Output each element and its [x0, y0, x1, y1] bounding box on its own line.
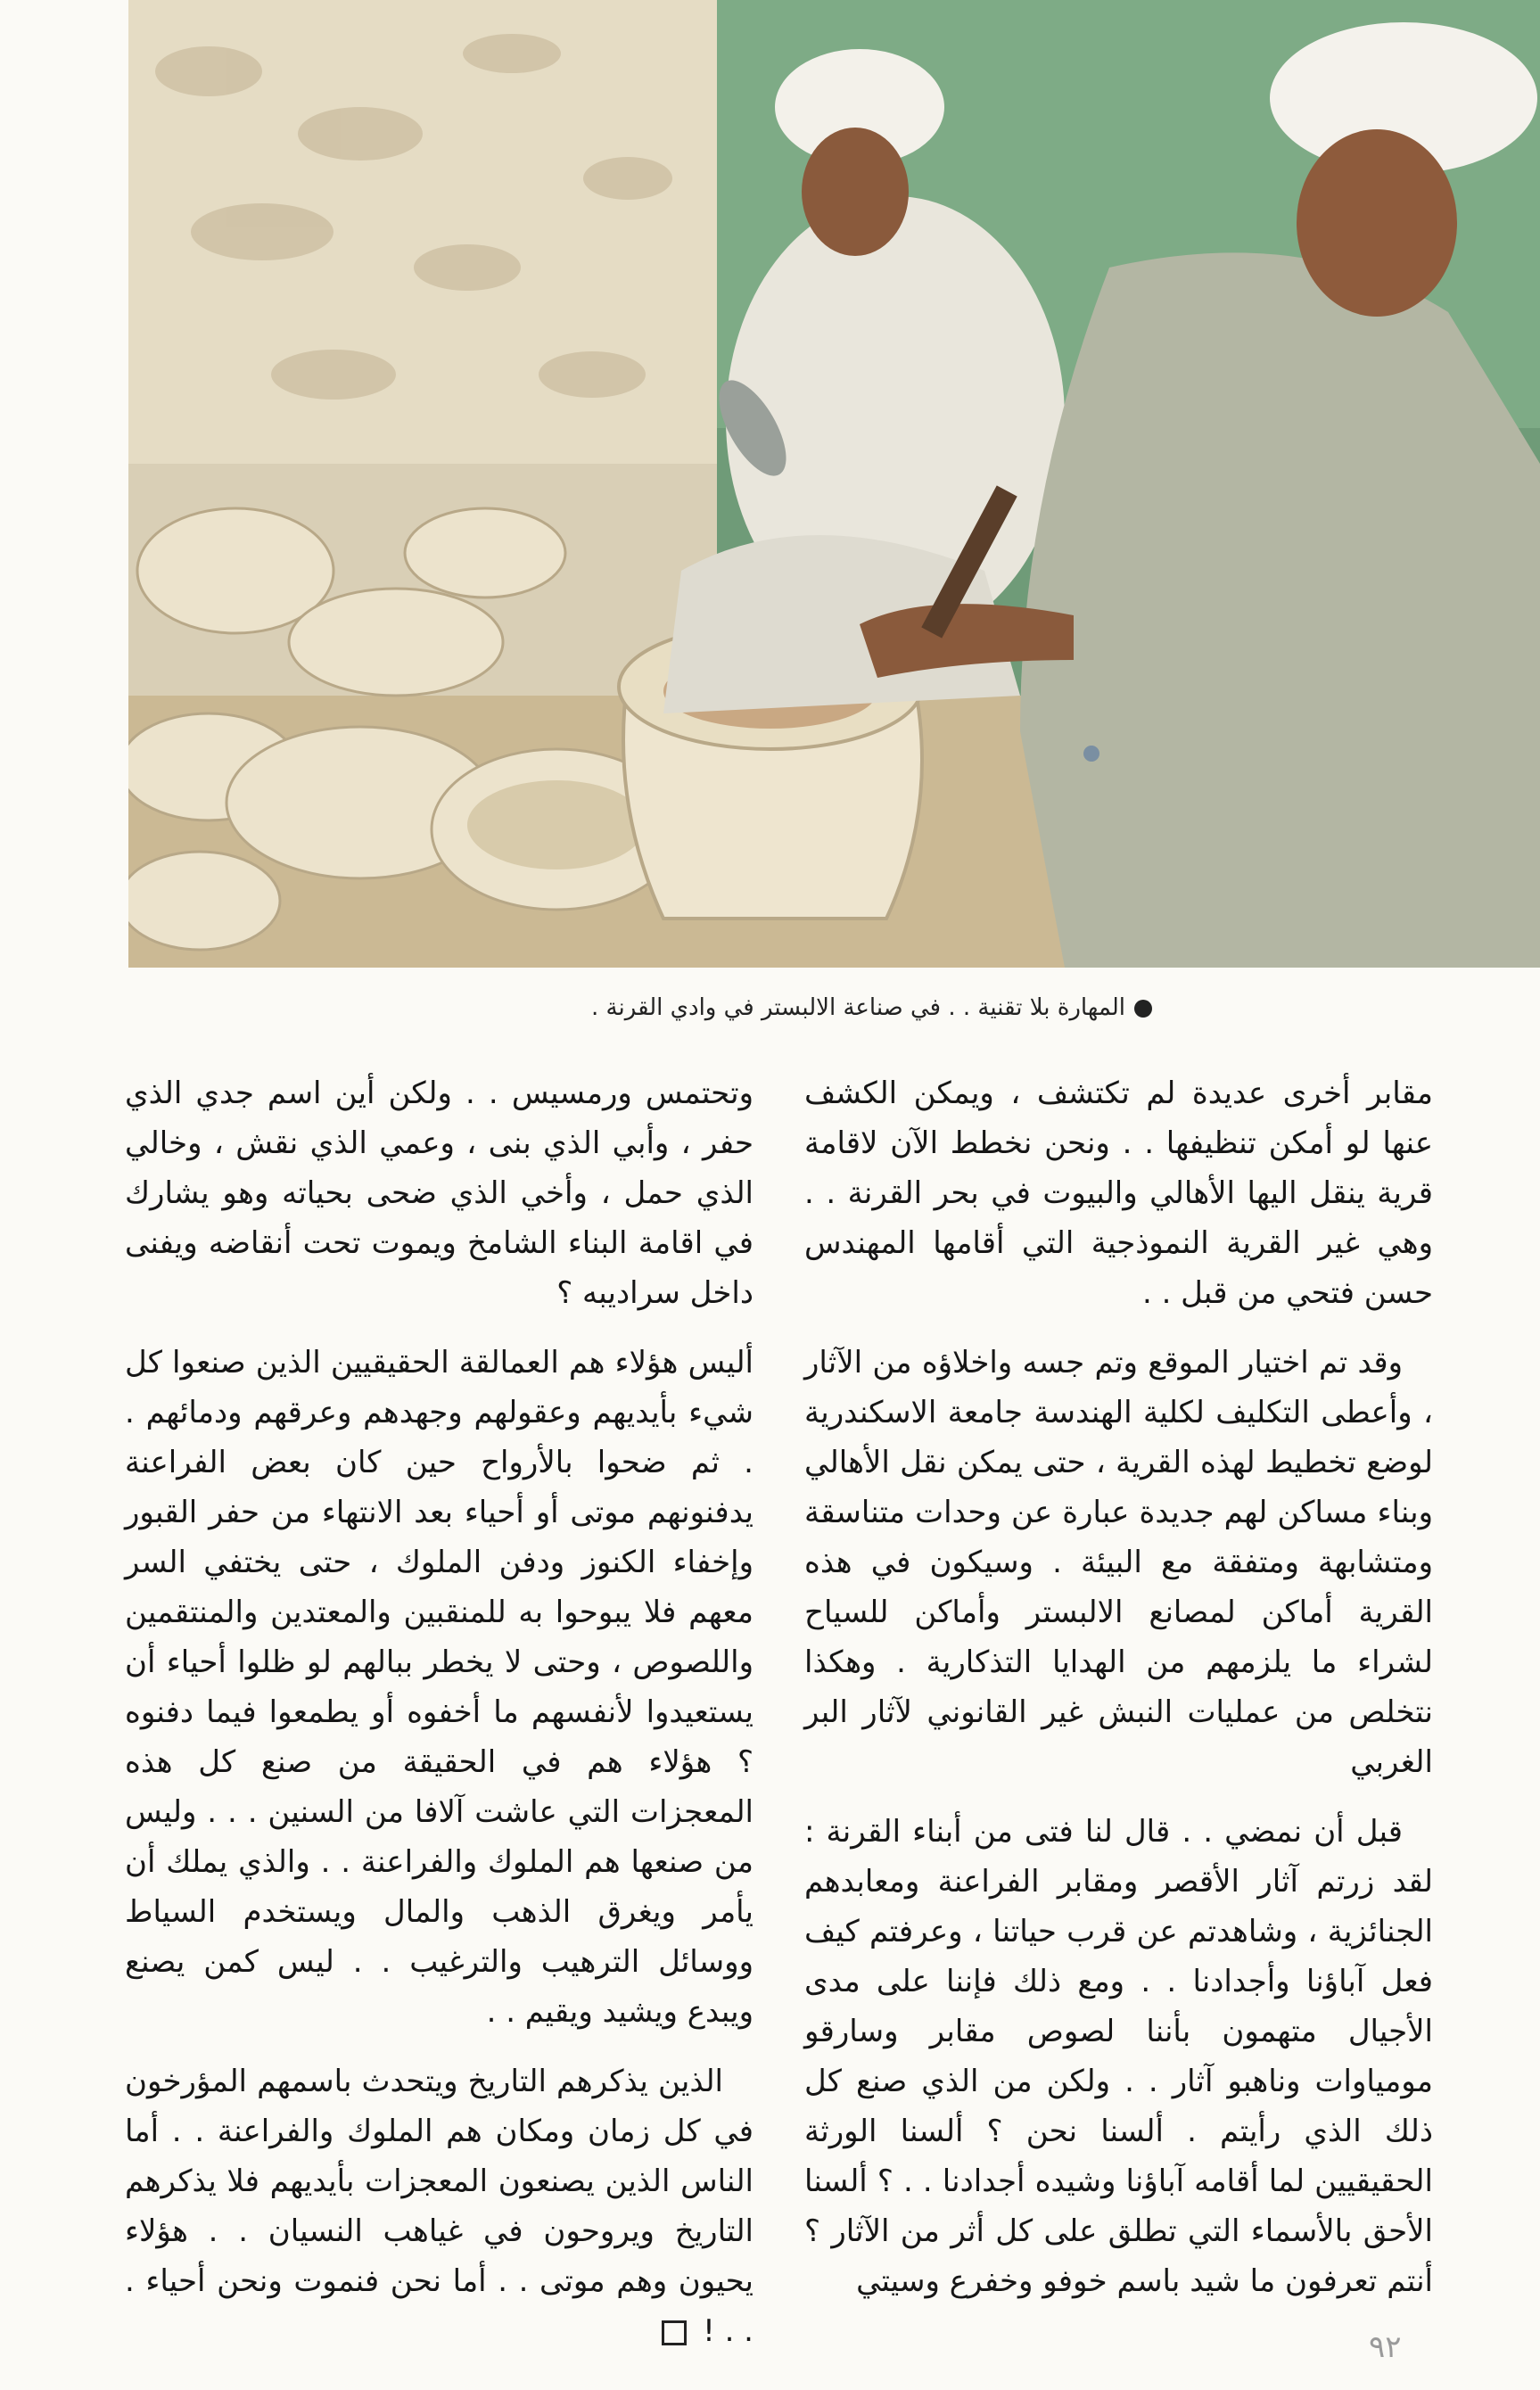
paragraph: مقابر أخرى عديدة لم تكتشف ، ويمكن الكشف عنها لو أمكن تنظيفها . . ونحن نخطط الآن لاقامة قرية ينقل اليها الأهالي والبيوت في بحر القرنة . . وهي غير القرية النموذجية التي أقامها المهندس حسن فتحي من قبل . . — [804, 1076, 1433, 1311]
paragraph-final — [125, 2056, 754, 2356]
paragraph: قبل أن نمضي . . قال لنا فتى من أبناء القرنة : لقد زرتم آثار الأقصر ومقابر الفراعنة ومعابدهم الجنائزية ، وشاهدتم عن قرب حياتنا ، وعرفتم كيف فعل آباؤنا وأجدادنا . . ومع ذلك فإننا على مدى الأجيال متهمون بأننا لصوص مقابر وسارقو مومياوات وناهبو آثار . . ولكن من الذي صنع كل ذلك الذي رأيتم . ألسنا نحن ؟ ألسنا الورثة الحقيقيين لما أقامه آباؤنا وشيده أجدادنا . . ؟ ألسنا الأحق بالأسماء التي تطلق على كل أثر من الآثار ؟ أنتم تعرفون ما شيد باسم خوفو وخفرع وسيتي — [804, 1814, 1433, 2299]
article-column-left — [125, 1068, 754, 2376]
photo-illustration — [128, 0, 1540, 968]
caption-text: المهارة بلا تقنية . . في صناعة الالبستر في وادي القرنة . — [591, 994, 1125, 1021]
paragraph-text: الذين يذكرهم التاريخ ويتحدث باسمهم المؤرخون في كل زمان ومكان هم الملوك والفراعنة . . أما الناس الذين يصنعون المعجزات بأيديهم فلا يذكرهم التاريخ ويروحون في غياهب النسيان . . هؤلاء يحيون وهم موتى . . أما نحن فنموت ونحن أحياء . . . ! — [125, 2064, 754, 2349]
paragraph: وتحتمس ورمسيس . . ولكن أين اسم جدي الذي حفر ، وأبي الذي بنى ، وعمي الذي نقش ، وخالي الذي حمل ، وأخي الذي ضحى بحياته وهو يشارك في اقامة البناء الشامخ ويموت تحت أنقاضه ويفنى داخل سراديبه ؟ — [125, 1076, 754, 1311]
paragraph: وقد تم اختيار الموقع وتم جسه واخلاؤه من الآثار ، وأعطى التكليف لكلية الهندسة جامعة الاسكندرية لوضع تخطيط لهذه القرية ، حتى يمكن نقل الأهالي وبناء مساكن لهم جديدة عبارة عن وحدات متناسقة ومتشابهة ومتفقة مع البيئة . وسيكون في هذه القرية أماكن لمصانع الالبستر وأماكن للسياح لشراء ما يلزمهم من الهدايا التذكارية . وهكذا نتخلص من عمليات النبش غير القانوني لآثار البر الغربي — [804, 1345, 1433, 1780]
bullet-dot-icon — [1134, 1000, 1152, 1018]
paragraph: أليس هؤلاء هم العمالقة الحقيقيين الذين صنعوا كل شيء بأيديهم وعقولهم وجهدهم وعرقهم ودمائهم . . ثم ضحوا بالأرواح حين كان بعض الفراعنة يدفنونهم موتى أو أحياء بعد الانتهاء من حفر القبور وإخفاء الكنوز ودفن الملوك ، حتى يختفي السر معهم فلا يبوحوا به للمنقبين والمعتدين والمنتقمين واللصوص ، وحتى لا يخطر ببالهم لو ظلوا أحياء أن يستعيدوا لأنفسهم ما أخفوه أو يطمعوا فيما دفنوه ؟ هؤلاء هم في الحقيقة من صنع كل هذه المعجزات التي عاشت آلافا من السنين . . . وليس من صنعها هم الملوك والفراعنة . . والذي يملك أن يأمر ويغرق الذهب والمال ويستخدم السياط ووسائل الترهيب والترغيب . . ليس كمن يصنع ويبدع ويشيد ويقيم . . — [125, 1345, 754, 2030]
artisans-alabaster-photo — [128, 0, 1540, 968]
photo-caption — [350, 981, 1152, 1034]
page-number: ٩٢ — [1369, 2329, 1402, 2365]
end-of-article-icon — [662, 2320, 687, 2345]
article-column-right — [804, 1068, 1433, 2326]
